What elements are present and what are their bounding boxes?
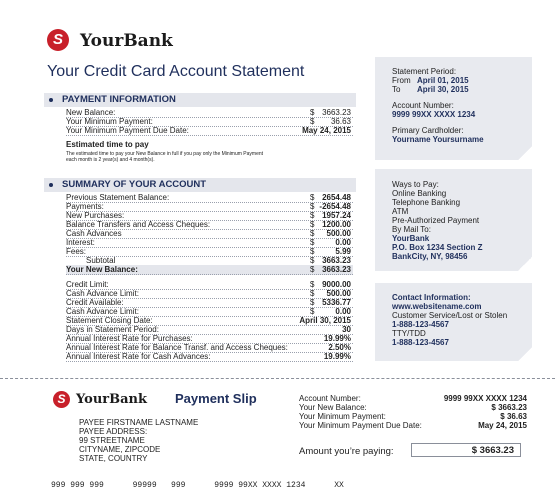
estimate-note: each month is 2 year(s) and 4 month(s).: [66, 157, 155, 163]
bullet-icon: [49, 98, 53, 102]
summary-row: Credit Available: $ 5336.77: [66, 298, 351, 307]
summary-row: Fees: $ 5.99: [66, 247, 351, 256]
payment-row: Your Minimum Payment: $ 36.63: [66, 117, 351, 126]
section-heading: SUMMARY OF YOUR ACCOUNT: [62, 179, 207, 190]
summary-row: Statement Closing Date: April 30, 2015: [66, 316, 351, 325]
summary-row: Credit Limit: $ 9000.00: [66, 280, 351, 289]
summary-row: Previous Statement Balance: $ 2654.48: [66, 193, 351, 202]
statement-period-box: Statement Period: From April 01, 2015 To April 30, 2015 Account Number: 9999 99XX XXXX 1234 Primary Cardholder: Yourname Yoursurname: [375, 57, 532, 160]
micr-line: 999 999 999 99999 999 9999 99XX XXXX 1234 XX: [51, 481, 344, 490]
page-title: Your Credit Card Account Statement: [47, 63, 305, 80]
perforation-divider: [0, 378, 555, 379]
summary-row: Subtotal $ 3663.23: [66, 256, 353, 266]
amount-input[interactable]: $ 3663.23: [411, 443, 521, 457]
slip-bank-logo-text: YourBank: [76, 392, 147, 407]
summary-row: Annual Interest Rate for Cash Advances: 19.99%: [66, 352, 351, 361]
payee-address: PAYEE FIRSTNAME LASTNAME PAYEE ADDRESS: 99 STREETNAME CITYNAME, ZIPCODE STATE, COUNTRY: [79, 418, 199, 463]
page-fold-icon: [518, 347, 532, 361]
amount-label: Amount you’re paying:: [299, 446, 394, 457]
slip-title: Payment Slip: [175, 391, 257, 406]
summary-row: New Purchases: $ 1957.24: [66, 211, 351, 220]
ways-to-pay-box: Ways to Pay: Online Banking Telephone Banking ATM Pre-Authorized Payment By Mail To: YourBank P.O. Box 1234 Section Z BankCity, NY, 98456: [375, 169, 532, 271]
section-heading: PAYMENT INFORMATION: [62, 94, 176, 105]
summary-row: Annual Interest Rate for Purchases: 19.99%: [66, 334, 351, 343]
summary-row: Cash Advances $ 500.00: [66, 229, 351, 238]
summary-row: Annual Interest Rate for Balance Transf. and Access Cheques: 2.50%: [66, 343, 351, 352]
estimate-note: The estimated time to pay your New Balance in full if you pay only the Minimum Payment: [66, 151, 264, 157]
bank-logo-icon: S: [47, 29, 69, 51]
estimate-title: Estimated time to pay: [66, 140, 149, 149]
website-link[interactable]: www.websitename.com: [392, 302, 482, 311]
contact-info-box: Contact Information: www.websitename.com Customer Service/Lost or Stolen 1-888-123-4567 TTY/TDD 1-888-123-4567: [375, 283, 532, 361]
summary-row: Interest: $ 0.00: [66, 238, 351, 247]
page-fold-icon: [518, 257, 532, 271]
summary-header: [44, 178, 356, 192]
bank-logo-text: YourBank: [80, 31, 173, 51]
payment-info-header: [44, 93, 356, 107]
bank-logo-icon: S: [53, 391, 70, 408]
summary-row: Days in Statement Period: 30: [66, 325, 351, 334]
payment-row: New Balance: $ 3663.23: [66, 108, 351, 117]
summary-row: Your New Balance: $ 3663.23: [66, 265, 351, 274]
summary-row: Cash Advance Limit: $ 500.00: [66, 289, 351, 298]
summary-row: Balance Transfers and Access Cheques: $ 1200.00: [66, 220, 351, 229]
summary-row: Cash Advance Limit: $ 0.00: [66, 307, 351, 316]
payment-row: Your Minimum Payment Due Date: May 24, 2015: [66, 126, 351, 135]
summary-row: Payments: $ -2654.48: [66, 202, 351, 211]
page-fold-icon: [518, 146, 532, 160]
bullet-icon: [49, 183, 53, 187]
